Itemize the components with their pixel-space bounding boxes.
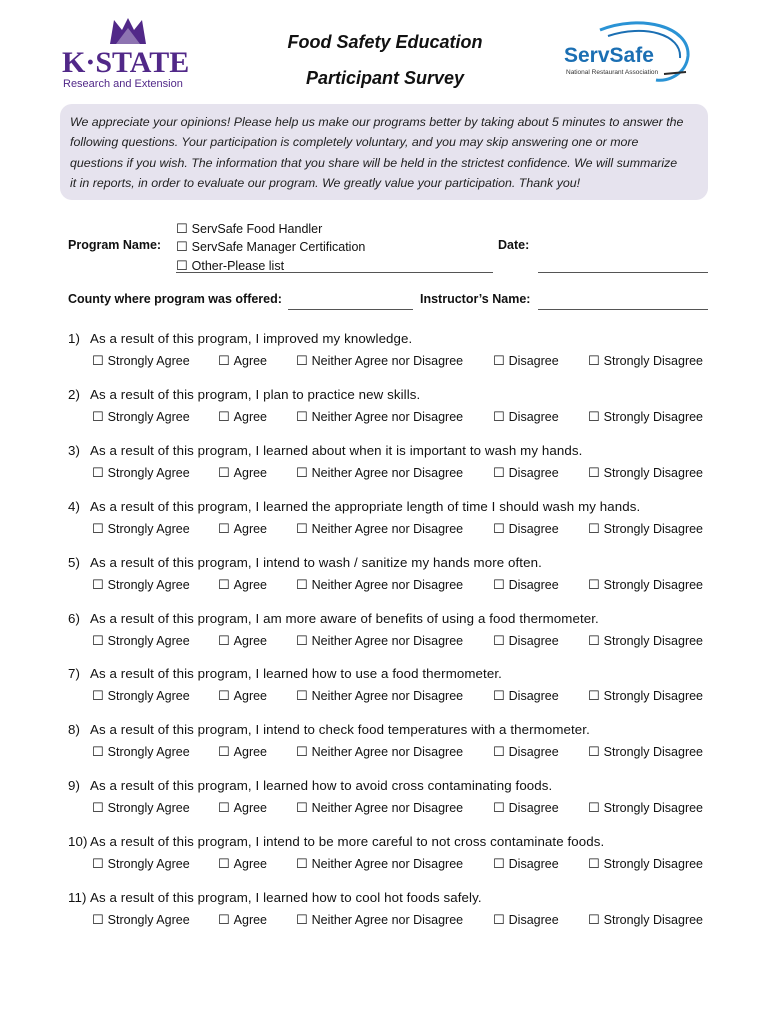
rating-option[interactable] [588,465,703,481]
intro-line: We appreciate your opinions! Please help us make our programs better by taking about 5 minutes to answer the [70,115,684,129]
rating-option-label: Strongly Agree [107,354,190,368]
rating-option-label: Neither Agree nor Disagree [311,409,464,424]
rating-option-label: Disagree [508,801,559,816]
rating-option[interactable] [92,353,190,369]
question-text [68,722,590,737]
checkbox-icon[interactable]: ☐ [296,744,308,760]
rating-option[interactable] [218,353,267,369]
rating-option-label: Strongly Disagree [603,354,704,368]
rating-option-label: Disagree [508,521,559,536]
checkbox-icon[interactable]: ☐ [296,464,308,480]
checkbox-icon[interactable]: ☐ [493,912,505,927]
rating-option-label: Neither Agree nor Disagree [311,521,464,536]
question-number: 9) [68,778,81,794]
rating-option-label: Strongly Disagree [603,857,704,872]
rating-option-label: Strongly Disagree [603,465,704,480]
intro-box [60,104,708,200]
question-number: 11) [68,890,87,905]
rating-option-label: Strongly Agree [107,577,190,592]
rating-option[interactable] [296,688,463,704]
rating-option[interactable] [588,912,703,928]
checkbox-icon[interactable]: ☐ [92,520,104,536]
rating-option-label: Strongly Agree [107,521,190,536]
rating-option-label: Agree [233,633,268,648]
rating-option-label: Disagree [508,409,559,424]
rating-option[interactable] [588,577,703,593]
question-text [68,331,412,346]
rating-option-label: Strongly Disagree [603,409,704,424]
checkbox-icon[interactable]: ☐ [588,632,600,648]
question-statement: As a result of this program, I learned about when it is important to wash my hands. [90,442,583,458]
program-option-label: ServSafe Food Handler [191,222,323,236]
rating-option-label: Strongly Agree [107,801,190,816]
kstate-wordmark: K·STATE [62,46,190,79]
question-statement: As a result of this program, I intend to wash / sanitize my hands more often. [90,554,542,570]
question-number: 2) [68,386,81,402]
rating-option[interactable] [296,577,463,593]
program-option-label: ServSafe Manager Certification [191,240,366,255]
checkbox-icon[interactable]: ☐ [588,856,600,872]
rating-option-label: Disagree [508,745,559,760]
rating-option[interactable] [588,409,703,425]
rating-option[interactable] [296,409,463,425]
rating-option[interactable] [92,800,190,816]
rating-option-label: Strongly Disagree [603,689,704,704]
question-text [68,387,420,402]
checkbox-icon[interactable]: ☐ [588,520,600,536]
rating-option-label: Neither Agree nor Disagree [311,801,464,816]
instructor-field[interactable] [538,309,708,310]
question-statement: As a result of this program, I plan to practice new skills. [90,386,421,402]
rating-option-label: Strongly Agree [107,465,190,480]
checkbox-icon[interactable]: ☐ [296,576,308,592]
county-label: County where program was offered: [68,292,282,306]
rating-option-label: Neither Agree nor Disagree [311,465,464,480]
question-number: 5) [68,554,81,570]
checkbox-icon[interactable]: ☐ [176,257,188,273]
program-option[interactable] [176,220,365,238]
rating-option[interactable] [493,521,559,537]
rating-option-label: Neither Agree nor Disagree [311,857,464,872]
rating-option[interactable] [493,912,559,928]
rating-option-label: Agree [233,521,268,536]
rating-option-label: Neither Agree nor Disagree [311,913,464,927]
rating-option-label: Strongly Agree [107,689,190,704]
question-statement: As a result of this program, I improved my knowledge. [90,331,413,346]
checkbox-icon[interactable]: ☐ [218,408,230,424]
rating-option[interactable] [92,409,190,425]
rating-option-label: Agree [233,409,268,424]
rating-option-label: Strongly Disagree [603,745,704,760]
program-option-label: Other-Please list [191,258,285,273]
rating-option[interactable] [493,353,559,369]
servsafe-subtitle: National Restaurant Association [566,69,659,76]
checkbox-icon[interactable]: ☐ [218,464,230,480]
question-9 [68,778,718,828]
checkbox-icon[interactable]: ☐ [296,912,308,927]
checkbox-icon[interactable]: ☐ [588,744,600,760]
checkbox-icon[interactable]: ☐ [588,576,600,592]
checkbox-icon[interactable]: ☐ [218,353,230,368]
rating-option[interactable] [493,465,559,481]
question-text [68,555,542,570]
checkbox-icon[interactable]: ☐ [296,632,308,648]
rating-option[interactable] [296,353,463,369]
rating-option-label: Strongly Agree [107,633,190,648]
question-number: 8) [68,722,81,738]
rating-option-label: Strongly Disagree [603,521,704,536]
rating-option-label: Agree [233,745,268,760]
rating-option[interactable] [218,521,267,537]
question-number: 4) [68,498,81,514]
servsafe-logo [560,18,700,88]
rating-option-label: Agree [233,857,268,872]
title-line-1: Food Safety Education [287,32,483,52]
checkbox-icon[interactable]: ☐ [218,576,230,592]
rating-option-label: Strongly Agree [107,857,190,872]
checkbox-icon[interactable]: ☐ [493,576,505,592]
rating-option-label: Neither Agree nor Disagree [311,745,464,760]
question-text [68,443,582,458]
question-statement: As a result of this program, I learned how to use a food thermometer. [90,666,502,682]
question-number: 1) [68,331,81,346]
rating-option-label: Neither Agree nor Disagree [311,354,464,368]
rating-option-label: Strongly Agree [107,409,190,424]
question-text [68,778,552,793]
rating-option[interactable] [588,633,703,649]
question-text [68,499,640,514]
rating-option[interactable] [92,633,190,649]
rating-option[interactable] [588,800,703,816]
intro-line: it in reports, in order to evaluate our program. We greatly value your participation. Thank you! [70,175,581,190]
question-statement: As a result of this program, I learned how to avoid cross contaminating foods. [90,778,553,794]
rating-option[interactable] [218,800,267,816]
question-statement: As a result of this program, I intend to check food temperatures with a thermometer. [90,722,590,738]
rating-option[interactable] [296,800,463,816]
program-name-label: Program Name: [68,238,162,252]
rating-option[interactable] [296,633,463,649]
question-7 [68,666,718,716]
instructor-label: Instructor’s Name: [420,292,531,306]
checkbox-icon[interactable]: ☐ [493,353,505,368]
checkbox-icon[interactable]: ☐ [218,856,230,872]
servsafe-wordmark: ServSafe [564,44,654,67]
checkbox-icon[interactable]: ☐ [92,688,104,704]
checkbox-icon[interactable]: ☐ [588,912,600,927]
rating-option-label: Strongly Disagree [603,801,704,816]
question-10 [68,834,718,884]
rating-option[interactable] [92,521,190,537]
checkbox-icon[interactable]: ☐ [296,353,308,368]
rating-option-label: Neither Agree nor Disagree [311,689,464,704]
rating-option-label: Agree [233,689,268,704]
question-text [68,666,502,681]
question-statement: As a result of this program, I intend to be more careful to not cross contaminate foods. [90,834,605,850]
rating-option-label: Strongly Agree [107,745,190,760]
checkbox-icon[interactable]: ☐ [218,912,230,927]
checkbox-icon[interactable]: ☐ [92,856,104,872]
rating-option[interactable] [92,577,190,593]
question-statement: As a result of this program, I am more aware of benefits of using a food thermometer. [90,610,599,626]
rating-option[interactable] [588,856,703,872]
rating-option[interactable] [92,912,190,928]
wildcat-icon [106,14,150,50]
rating-option[interactable] [493,856,559,872]
rating-option[interactable] [92,465,190,481]
checkbox-icon[interactable]: ☐ [218,632,230,648]
checkbox-icon[interactable]: ☐ [296,688,308,704]
rating-option[interactable] [218,465,267,481]
rating-option[interactable] [493,409,559,425]
checkbox-icon[interactable]: ☐ [92,744,104,760]
rating-option-label: Neither Agree nor Disagree [311,577,464,592]
kstate-logo [60,14,200,94]
question-number: 3) [68,442,81,458]
checkbox-icon[interactable]: ☐ [588,800,600,816]
question-6 [68,611,718,661]
rating-option[interactable] [588,688,703,704]
checkbox-icon[interactable]: ☐ [588,688,600,704]
checkbox-icon[interactable]: ☐ [218,520,230,536]
question-5 [68,555,718,605]
rating-option-label: Agree [233,465,268,480]
rating-option[interactable] [92,856,190,872]
rating-option[interactable] [588,744,703,760]
rating-option-label: Agree [233,913,268,927]
question-2 [68,387,718,437]
rating-option[interactable] [296,521,463,537]
question-number: 10) [68,834,88,850]
rating-option-label: Disagree [508,857,559,872]
other-program-field[interactable] [176,272,493,273]
title-line-2: Participant Survey [305,68,465,88]
rating-option[interactable] [493,577,559,593]
rating-option-label: Disagree [508,465,559,480]
checkbox-icon[interactable]: ☐ [493,688,505,704]
question-text [68,834,604,849]
question-8 [68,722,718,772]
rating-option[interactable] [493,633,559,649]
rating-option[interactable] [218,912,267,928]
rating-option[interactable] [296,465,463,481]
checkbox-icon[interactable]: ☐ [176,221,188,236]
program-option[interactable] [176,238,365,256]
rating-option[interactable] [493,800,559,816]
rating-option-label: Strongly Agree [107,913,190,927]
kstate-subtitle: Research and Extension [63,78,183,90]
question-statement: As a result of this program, I learned the appropriate length of time I should wash my hands. [90,498,641,514]
checkbox-icon[interactable]: ☐ [218,688,230,704]
date-label: Date: [498,238,530,252]
rating-option-label: Agree [233,577,268,592]
checkbox-icon[interactable]: ☐ [493,632,505,648]
question-4 [68,499,718,549]
program-options [176,220,365,275]
rating-option-label: Agree [233,354,268,368]
rating-option-label: Disagree [508,913,559,927]
checkbox-icon[interactable]: ☐ [92,353,104,368]
checkbox-icon[interactable]: ☐ [92,800,104,816]
rating-option[interactable] [588,521,703,537]
question-text [68,611,599,626]
rating-option-label: Disagree [508,354,559,368]
rating-option-label: Strongly Disagree [603,577,704,592]
question-11 [68,890,718,940]
checkbox-icon[interactable]: ☐ [218,744,230,760]
rating-option[interactable] [218,856,267,872]
checkbox-icon[interactable]: ☐ [92,912,104,927]
checkbox-icon[interactable]: ☐ [493,800,505,816]
rating-option-label: Disagree [508,633,559,648]
checkbox-icon[interactable]: ☐ [92,464,104,480]
rating-option-label: Strongly Disagree [603,633,704,648]
rating-option[interactable] [493,688,559,704]
rating-option[interactable] [92,744,190,760]
question-number: 7) [68,666,81,682]
rating-option[interactable] [296,856,463,872]
rating-option[interactable] [218,409,267,425]
checkbox-icon[interactable]: ☐ [296,800,308,816]
intro-line: questions if you wish. The information that you share will be held in the strictest confidence. We will summarize [70,155,678,170]
checkbox-icon[interactable]: ☐ [296,408,308,424]
checkbox-icon[interactable]: ☐ [296,856,308,872]
question-statement: As a result of this program, I learned how to cool hot foods safely. [90,890,482,905]
question-1 [68,331,718,381]
rating-option[interactable] [296,912,463,928]
checkbox-icon[interactable]: ☐ [493,520,505,536]
checkbox-icon[interactable]: ☐ [493,856,505,872]
checkbox-icon[interactable]: ☐ [588,408,600,424]
intro-line: following questions. Your participation is completely voluntary, and you may skip answering one or more [70,135,639,150]
rating-option-label: Disagree [508,689,559,704]
rating-option[interactable] [92,688,190,704]
checkbox-icon[interactable]: ☐ [296,520,308,536]
checkbox-icon[interactable]: ☐ [588,464,600,480]
rating-option-label: Agree [233,801,268,816]
question-text [68,890,482,905]
checkbox-icon[interactable]: ☐ [493,744,505,760]
rating-option[interactable] [588,353,703,369]
checkbox-icon[interactable]: ☐ [493,408,505,424]
checkbox-icon[interactable]: ☐ [92,576,104,592]
checkbox-icon[interactable]: ☐ [92,632,104,648]
rating-option[interactable] [218,577,267,593]
question-3 [68,443,718,493]
rating-option[interactable] [218,633,267,649]
rating-option[interactable] [296,744,463,760]
rating-option-label: Disagree [508,577,559,592]
checkbox-icon[interactable]: ☐ [176,239,188,255]
rating-option-label: Strongly Disagree [603,913,704,927]
checkbox-icon[interactable]: ☐ [588,353,600,368]
checkbox-icon[interactable]: ☐ [218,800,230,816]
rating-option-label: Neither Agree nor Disagree [311,633,464,648]
county-field[interactable] [288,309,413,310]
rating-option[interactable] [493,744,559,760]
question-number: 6) [68,610,81,626]
rating-option[interactable] [218,688,267,704]
checkbox-icon[interactable]: ☐ [92,408,104,424]
checkbox-icon[interactable]: ☐ [493,464,505,480]
date-field[interactable] [538,272,708,273]
rating-option[interactable] [218,744,267,760]
